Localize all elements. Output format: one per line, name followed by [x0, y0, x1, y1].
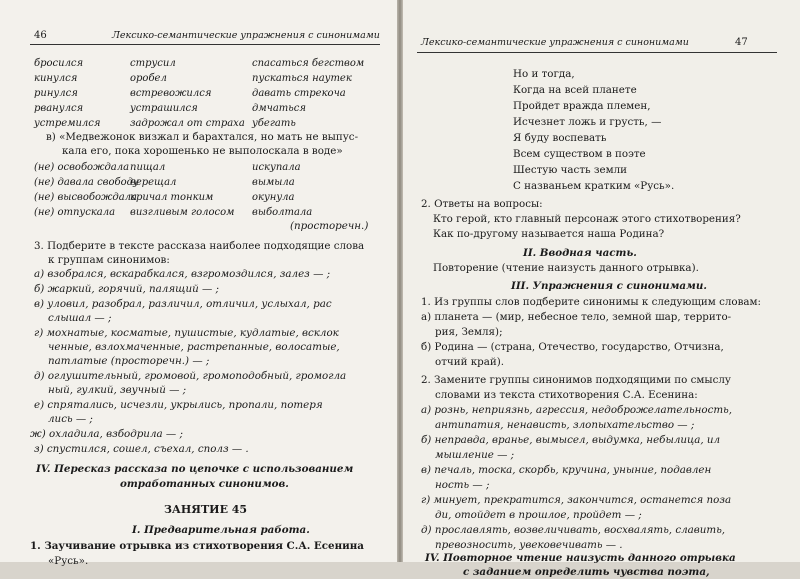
poem-line-4: Исчезнет ложь и грусть, —: [513, 116, 662, 128]
right-running-header: Лексико-семантические упражнения с синонимами: [421, 37, 689, 48]
lesson-title: ЗАНЯТИЕ 45: [164, 503, 248, 516]
section-2-heading: II. Вводная часть.: [523, 247, 637, 259]
right-item-a-2: рия, Земля);: [435, 326, 503, 338]
item-d-1: д) оглушительный, громовой, громоподобный, громогла: [34, 370, 347, 382]
poem-line-3: Пройдет вражда племен,: [513, 100, 651, 112]
left-page: [0, 0, 397, 567]
table-row: кинулся оробел пускаться наутек: [34, 73, 352, 84]
task-1-line-1: 1. Заучивание отрывка из стихотворения С.А. Есенина: [30, 540, 364, 552]
section-4-line-1: IV. Пересказ рассказа по цепочке с использованием: [36, 463, 354, 475]
right-section-4-line-1: IV. Повторное чтение наизусть данного отрывка: [425, 552, 736, 564]
quote-line-2: кала его, пока хорошенько не выполоскала в воде»: [62, 145, 343, 157]
right-section-4-line-2: с заданием определить чувства поэта,: [463, 566, 710, 578]
right2-item-b-1: б) неправда, вранье, вымысел, выдумка, небылица, ил: [421, 434, 721, 446]
table-row: (не) давала свободу верещал вымыла: [34, 177, 295, 188]
right2-item-b-2: мышление — ;: [435, 449, 515, 461]
poem-line-5: Я буду воспевать: [513, 132, 607, 144]
section-3-heading: III. Упражнения с синонимами.: [511, 280, 707, 292]
item-z: з) спустился, сошел, съехал, сполз — .: [34, 443, 249, 455]
right2-item-v-1: в) печаль, тоска, скорбь, кручина, уныние, подавлен: [421, 464, 712, 476]
section-1-heading: I. Предварительная работа.: [132, 524, 310, 536]
right-item-b-2: отчий край).: [435, 356, 505, 368]
item-zh: ж) охладила, взбодрила — ;: [30, 428, 183, 440]
right2-item-g-2: ди, отойдет в прошлое, пройдет — ;: [435, 509, 642, 521]
section-4-line-2: отработанных синонимов.: [120, 478, 289, 490]
right-task-2-line-2: словами из текста стихотворения С.А. Есенина:: [435, 389, 698, 401]
item-g-3: патлатые (просторечн.) — ;: [48, 355, 210, 367]
negation-table: [34, 160, 312, 220]
right-page: [403, 0, 800, 578]
synonym-table: [34, 56, 364, 131]
poem-line-1: Но и тогда,: [513, 68, 575, 80]
right2-item-v-2: ность — ;: [435, 479, 490, 491]
task-3-line-1: 3. Подберите в тексте рассказа наиболее подходящие слова: [34, 240, 365, 252]
left-page-number: 46: [34, 30, 47, 41]
left-running-header: Лексико-семантические упражнения с синонимами: [112, 30, 380, 41]
table-row: ринулся встревожился давать стрекоча: [34, 88, 346, 99]
task-2: 2. Ответы на вопросы:: [421, 198, 543, 210]
right-task-2-line-1: 2. Замените группы синонимов подходящими по смыслу: [421, 374, 731, 386]
table-row: (не) отпускала визгливым голосом выболтала: [34, 207, 313, 218]
right2-item-g-1: г) минует, прекратится, закончится, останется поза: [421, 494, 732, 506]
quote-line-1: в) «Медвежонок визжал и барахтался, но мать не выпус-: [46, 131, 359, 143]
item-g-1: г) мохнатые, косматые, пушистые, кудлатые, всклок: [34, 327, 339, 339]
poem-line-8: С названьем кратким «Русь».: [513, 180, 675, 192]
poem-line-6: Всем существом в поэте: [513, 148, 646, 160]
task-2-question-1: Кто герой, кто главный персонаж этого стихотворения?: [433, 213, 741, 225]
left-header-rule: [30, 44, 380, 45]
task-1-line-2: «Русь».: [48, 555, 89, 567]
right2-item-d-2: превозносить, увековечивать — .: [435, 539, 623, 551]
table-row: устремился задрожал от страха убегать: [34, 118, 296, 129]
item-d-2: ный, гулкий, звучный — ;: [48, 384, 187, 396]
item-a: а) взобрался, вскарабкался, взгромоздился, залез — ;: [34, 268, 331, 280]
table-row: (не) освобождала пищал искупала: [34, 162, 301, 173]
item-e-1: е) спрятались, исчезли, укрылись, пропали, потеря: [34, 399, 323, 411]
right2-item-a-2: антипатия, ненависть, злопыхательство — ;: [435, 419, 695, 431]
task-2-question-2: Как по-другому называется наша Родина?: [433, 228, 665, 240]
right-item-a-1: а) планета — (мир, небесное тело, земной шар, террито-: [421, 311, 732, 323]
item-b: б) жаркий, горячий, палящий — ;: [34, 283, 220, 295]
section-2-text: Повторение (чтение наизусть данного отрывка).: [433, 262, 699, 274]
prostorech-note: (просторечн.): [290, 220, 369, 232]
right2-item-d-1: д) прославлять, возвеличивать, восхвалять, славить,: [421, 524, 726, 536]
item-e-2: лись — ;: [48, 413, 93, 425]
table-row: (не) высвобождала кричал тонким окунула: [34, 192, 295, 203]
table-row: рванулся устрашился дмчаться: [34, 103, 306, 114]
right-header-rule: [417, 52, 777, 53]
right2-item-a-1: а) рознь, неприязнь, агрессия, недоброжелательность,: [421, 404, 733, 416]
poem-line-7: Шестую часть земли: [513, 164, 628, 176]
poem-line-2: Когда на всей планете: [513, 84, 637, 96]
item-g-2: ченные, взлохмаченные, растрепанные, волосатые,: [48, 341, 340, 353]
task-3-line-2: к группам синонимов:: [48, 254, 170, 266]
right-item-b-1: б) Родина — (страна, Отечество, государство, Отчизна,: [421, 341, 724, 353]
item-v-1: в) уловил, разобрал, различил, отличил, услыхал, рас: [34, 298, 332, 310]
table-row: бросился струсил спасаться бегством: [34, 58, 365, 69]
item-v-2: слышал — ;: [48, 312, 112, 324]
right-page-number: 47: [735, 37, 748, 48]
right-task-1: 1. Из группы слов подберите синонимы к следующим словам:: [421, 296, 762, 308]
